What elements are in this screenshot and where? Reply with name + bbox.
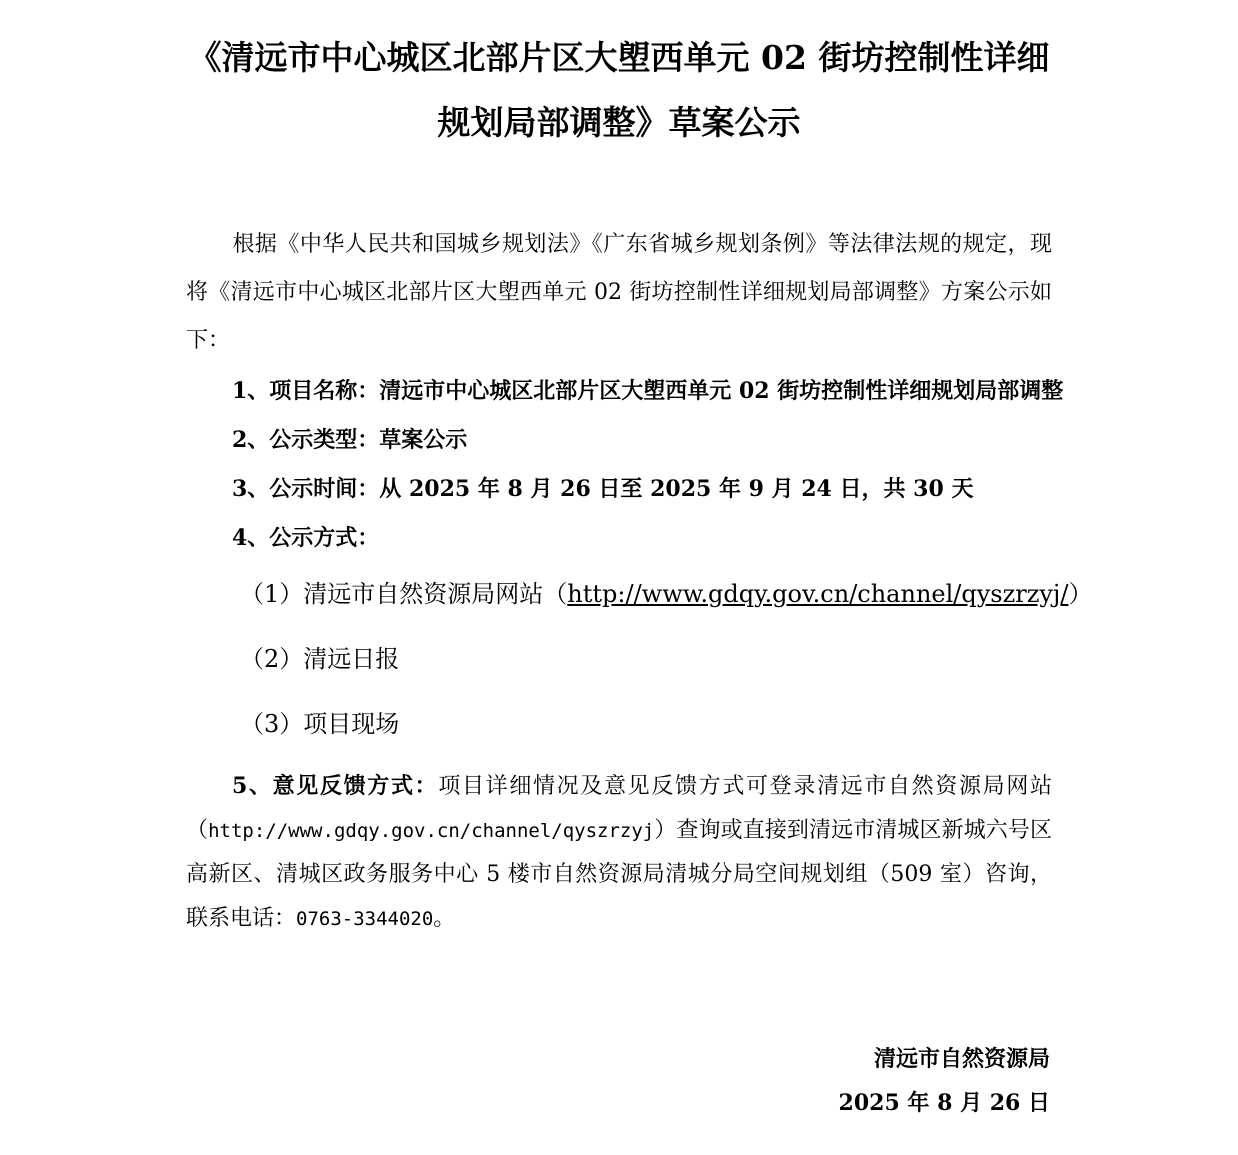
feedback-text-end: 。 — [433, 906, 456, 931]
intro-paragraph — [186, 221, 1052, 365]
item-notice-period: 3、公示时间：从 2025 年 8 月 26 日至 2025 年 9 月 24 日，共 30 天 — [232, 476, 974, 502]
method-website — [240, 578, 1092, 610]
feedback-phone: 0763-3344020 — [296, 908, 434, 930]
title-line-1: 《清远市中心城区北部片区大塱西单元 02 街坊控制性详细 — [188, 38, 1050, 77]
method-website-prefix: （1）清远市自然资源局网站（ — [240, 580, 568, 608]
intro-text: 根据《中华人民共和国城乡规划法》《广东省城乡规划条例》等法律法规的规定，现将《清远市中心城区北部片区大塱西单元 02 街坊控制性详细规划局部调整》方案公示如下： — [186, 232, 1052, 353]
feedback-text-a: 项目详细情况及意见反馈方式可登录清远市自然资源局网站（ — [186, 774, 1052, 843]
title-line-2: 规划局部调整》草案公示 — [437, 103, 801, 142]
website-link[interactable]: http://www.gdqy.gov.cn/channel/qyszrzyj/ — [567, 580, 1069, 608]
feedback-url: http://www.gdqy.gov.cn/channel/qyszrzyj — [208, 820, 655, 842]
feedback-label: 5、意见反馈方式： — [232, 773, 439, 799]
method-newspaper: （2）清远日报 — [240, 645, 400, 673]
item-notice-methods: 4、公示方式： — [232, 525, 380, 551]
feedback-text-b: ）查询或直接到清远市清城区新城六号区高新区、清城区政务服务中心 5 楼市自然资源局清城分局空间规划组（509 室）咨询，联系电话： — [186, 818, 1052, 931]
item-project-name: 1、项目名称：清远市中心城区北部片区大塱西单元 02 街坊控制性详细规划局部调整 — [232, 378, 1064, 404]
method-site: （3）项目现场 — [240, 710, 400, 738]
signature-date: 2025 年 8 月 26 日 — [838, 1090, 1050, 1116]
method-website-suffix: ） — [1068, 580, 1093, 608]
item-notice-type: 2、公示类型：草案公示 — [232, 427, 468, 453]
signature-org: 清远市自然资源局 — [873, 1046, 1050, 1072]
feedback-paragraph — [186, 764, 1052, 941]
